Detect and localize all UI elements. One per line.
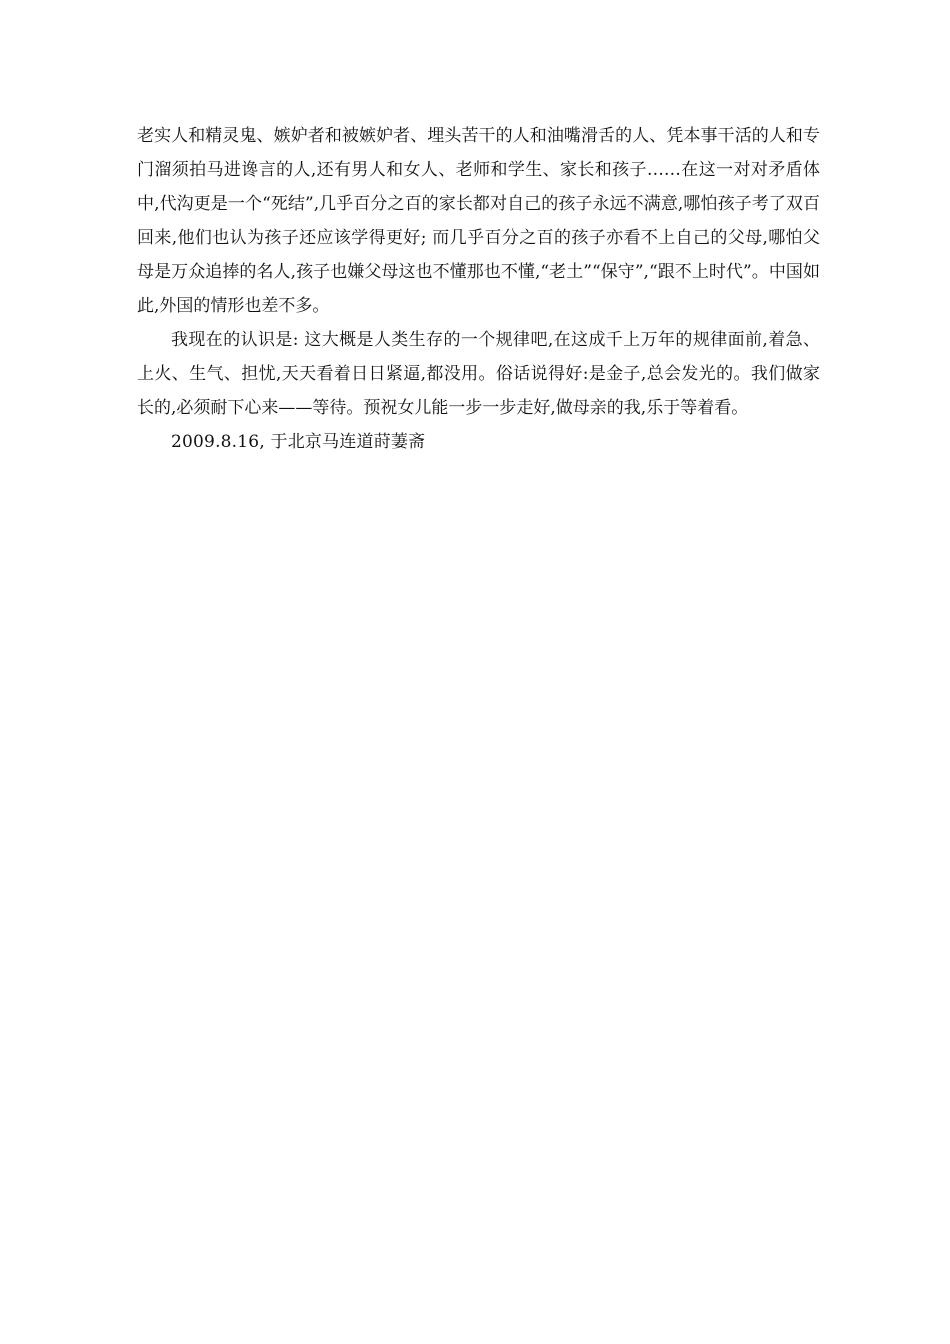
- paragraph-2: 我现在的认识是: 这大概是人类生存的一个规律吧,在这成千上万年的规律面前,着急、上火、生气、担忧,天天看着日日紧逼,都没用。俗话说得好:是金子,总会发光的。我们做家长的,必须耐下心来——等待。预祝女儿能一步一步走好,做母亲的我,乐于等着看。: [137, 330, 820, 418]
- date-signature: 2009.8.16, 于北京马连道莳萋斋: [171, 432, 426, 452]
- document-body: [137, 119, 820, 459]
- paragraph-1: 老实人和精灵鬼、嫉妒者和被嫉妒者、埋头苦干的人和油嘴滑舌的人、凭本事干活的人和专门溜须拍马进谗言的人,还有男人和女人、老师和学生、家长和孩子……在这一对对矛盾体中,代沟更是一个“死结”,几乎百分之百的家长都对自己的孩子永远不满意,哪怕孩子考了双百回来,他们也认为孩子还应该学得更好; 而几乎百分之百的孩子亦看不上自己的父母,哪怕父母是万众追捧的名人,孩子也嫌父母这也不懂那也不懂,“老土”“保守”,“跟不上时代”。中国如此,外国的情形也差不多。: [137, 126, 820, 316]
